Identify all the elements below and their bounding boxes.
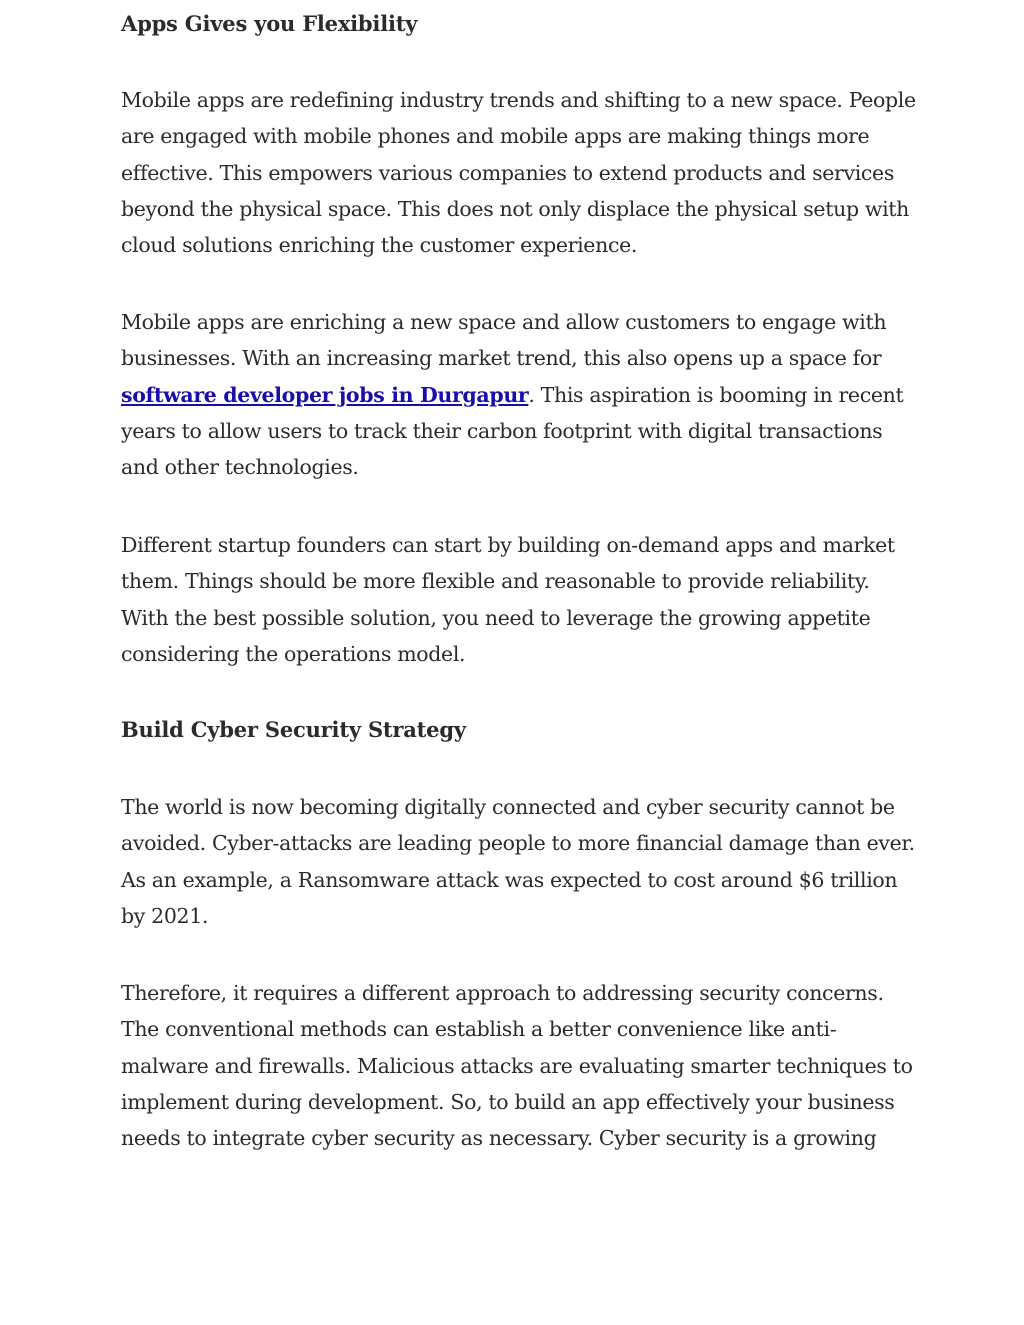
paragraph-digitally-connected: The world is now becoming digitally connected and cyber security cannot be avoided. Cyber-attacks are leading people to more financial damage than ever. As an example, a Ransomware attack was expected to cost around $6 trillion by 2021.: [121, 795, 915, 928]
paragraph-text-before-link: Mobile apps are enriching a new space and allow customers to engage with businesses. With an increasing market trend, this also opens up a space for: [121, 310, 887, 371]
section-heading-cyber-security: Build Cyber Security Strategy: [121, 717, 466, 742]
paragraph-different-approach: Therefore, it requires a different approach to addressing security concerns. The conventional methods can establish a better convenience like anti-malware and firewalls. Malicious attacks are evaluating smarter techniques to implement during development. So, to build an app effectively your business needs to integrate cyber security as necessary. Cyber security is a growing: [121, 981, 913, 1151]
paragraph-startup-founders: Different startup founders can start by building on-demand apps and market them. Things should be more flexible and reasonable to provide reliability. With the best possible solution, you need to leverage the growing appetite considering the operations model.: [121, 533, 895, 666]
paragraph-text-after-link: . This aspiration is booming in recent years to allow users to track their carbon footprint with digital transactions and other technologies.: [121, 382, 904, 480]
software-developer-jobs-link[interactable]: software developer jobs in Durgapur: [121, 382, 529, 407]
paragraph-mobile-apps-redefining: Mobile apps are redefining industry trends and shifting to a new space. People are engaged with mobile phones and mobile apps are making things more effective. This empowers various companies to extend products and services beyond the physical space. This does not only displace the physical setup with cloud solutions enriching the customer experience.: [121, 88, 916, 258]
paragraph-mobile-apps-enriching: [121, 304, 921, 485]
section-heading-flexibility: Apps Gives you Flexibility: [121, 11, 418, 36]
